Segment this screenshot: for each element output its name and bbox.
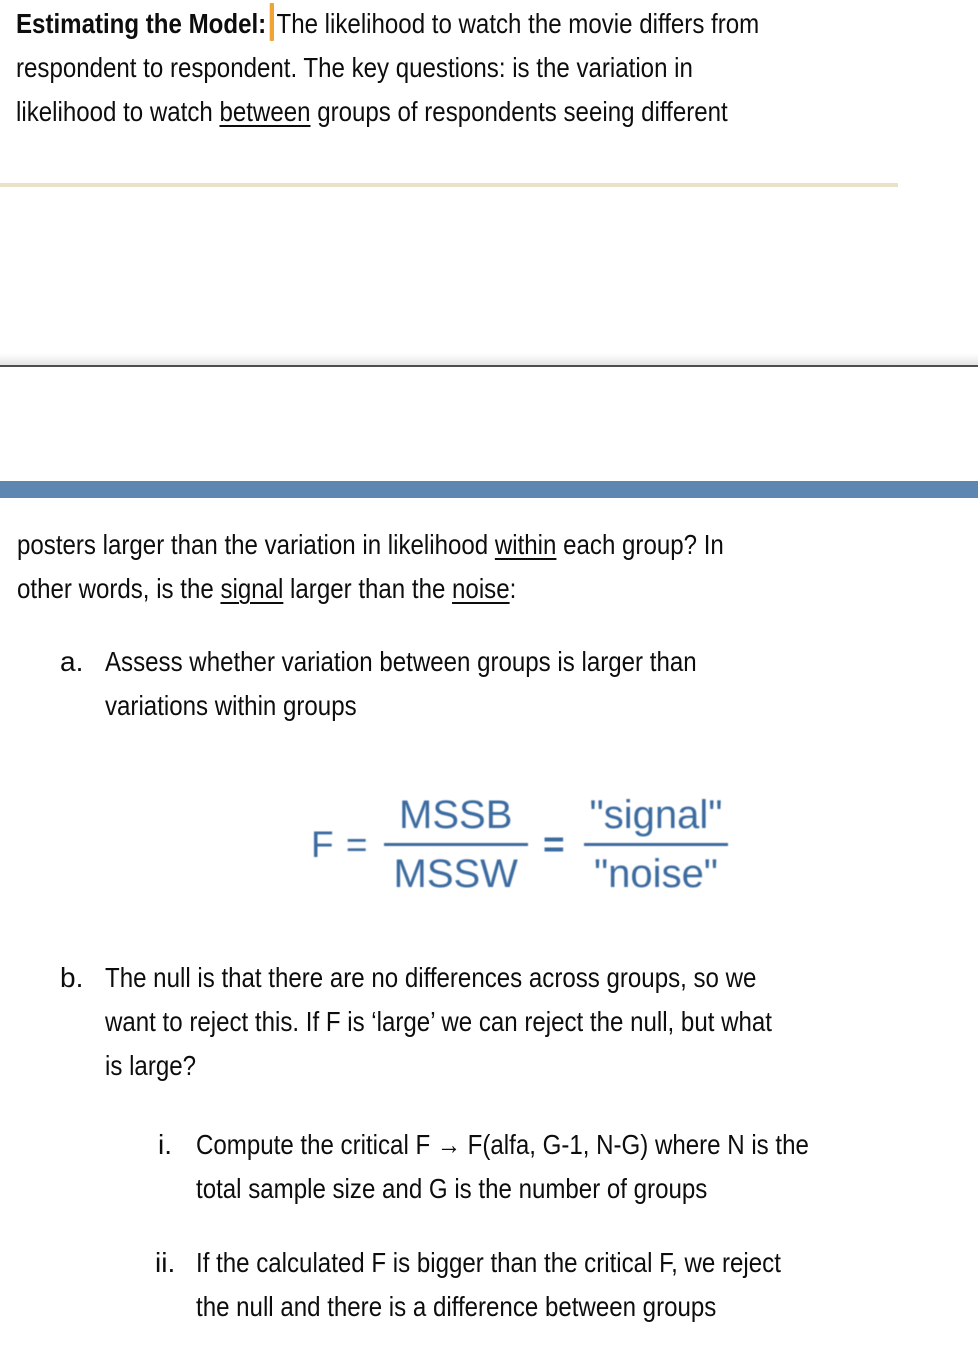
beige-divider-line bbox=[0, 183, 898, 187]
text-segment: Compute the critical F bbox=[196, 1129, 437, 1160]
underlined-word: noise bbox=[452, 573, 510, 604]
list-marker-b: b. bbox=[60, 962, 84, 993]
text-line: Assess whether variation between groups is larger than bbox=[105, 646, 697, 677]
text-line bbox=[196, 1123, 809, 1167]
fraction-signal-noise bbox=[580, 793, 733, 896]
list-item-b[interactable] bbox=[105, 956, 881, 1088]
text-line bbox=[17, 567, 724, 611]
text-segment: : bbox=[509, 573, 517, 604]
formula-lhs: F = bbox=[311, 823, 369, 865]
text-line bbox=[16, 2, 759, 46]
text-line: total sample size and G is the number of groups bbox=[196, 1173, 708, 1204]
text-line: respondent to respondent. The key questions: is the variation in bbox=[16, 52, 693, 83]
fraction-mssb-mssw bbox=[384, 793, 528, 896]
text-line: variations within groups bbox=[105, 690, 357, 721]
page-bottom-shadow bbox=[0, 353, 978, 365]
list-marker-i: i. bbox=[158, 1129, 172, 1160]
text-segment: larger than the bbox=[283, 573, 453, 604]
fraction-denominator: "noise" bbox=[584, 843, 728, 896]
underlined-word: signal bbox=[220, 573, 284, 604]
text-segment: each group? In bbox=[556, 529, 724, 560]
text-line: If the calculated F is bigger than the critical F, we reject bbox=[196, 1247, 781, 1278]
list-item-ii[interactable] bbox=[196, 1241, 876, 1329]
fraction-denominator: MSSW bbox=[384, 843, 528, 896]
formula-image[interactable] bbox=[311, 793, 732, 896]
blue-divider-bar bbox=[0, 481, 978, 498]
text-line bbox=[16, 90, 759, 134]
right-arrow-icon: → bbox=[436, 1129, 461, 1160]
fraction-numerator: MSSB bbox=[399, 793, 513, 837]
list-marker-a: a. bbox=[60, 646, 84, 677]
paragraph-signal-noise[interactable] bbox=[17, 523, 839, 611]
underlined-word: within bbox=[494, 529, 557, 560]
text-line: the null and there is a difference between groups bbox=[196, 1291, 717, 1322]
text-segment: likelihood to watch bbox=[16, 96, 220, 127]
list-item-a[interactable] bbox=[105, 640, 793, 728]
list-item-i[interactable] bbox=[196, 1123, 909, 1211]
list-marker-ii: ii. bbox=[155, 1247, 176, 1278]
text-segment: other words, is the bbox=[17, 573, 221, 604]
underlined-word: between bbox=[219, 96, 311, 127]
text-line: want to reject this. If F is ‘large’ we can reject the null, but what bbox=[105, 1006, 772, 1037]
text-segment: F(alfa, G-1, N-G) where N is the bbox=[460, 1129, 809, 1160]
text-line: is large? bbox=[105, 1050, 197, 1081]
bold-lead-in: Estimating the Model: bbox=[16, 8, 267, 39]
text-segment: posters larger than the variation in likelihood bbox=[17, 529, 495, 560]
text-cursor bbox=[270, 3, 274, 41]
fraction-numerator: "signal" bbox=[589, 793, 723, 837]
page-boundary-line bbox=[0, 365, 978, 367]
text-line bbox=[17, 523, 724, 567]
text-segment: The likelihood to watch the movie differs from bbox=[276, 8, 760, 39]
paragraph-estimating-model[interactable] bbox=[16, 2, 880, 134]
text-line: The null is that there are no differences across groups, so we bbox=[105, 962, 757, 993]
text-segment: groups of respondents seeing different bbox=[310, 96, 728, 127]
equals-sign: = bbox=[542, 823, 565, 865]
